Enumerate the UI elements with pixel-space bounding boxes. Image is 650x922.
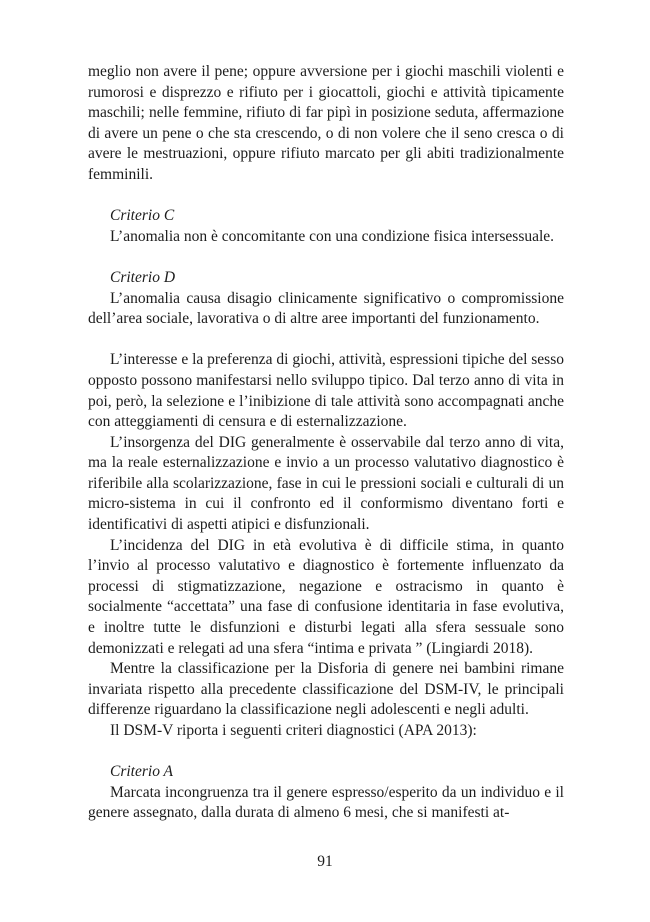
paragraph-incidenza: L’incidenza del DIG in età evolutiva è di difficile stima, in quanto l’invio al processo valutativo e diagnostico è fortemente influenzato da processi di stigmatizzazione, negazione e ostracismo in quanto è socialmente “accettata” una fase di confusione identitaria in fase evolutiva, e inoltre tutte le disfunzioni e disturbi legati alla sfera sessuale sono demonizzati e relegati ad una sfera “intima e privata ” (Lingiardi 2018). <box>88 536 564 657</box>
section-gap <box>88 247 564 268</box>
page-number: 91 <box>317 853 333 870</box>
page-body <box>88 62 564 824</box>
section-gap <box>88 186 564 207</box>
criterion-c-text: L’anomalia non è concomitante con una condizione fisica intersessuale. <box>110 227 555 245</box>
paragraph-dsm5: Il DSM-V riporta i seguenti criteri diagnostici (APA 2013): <box>110 722 477 739</box>
paragraph-classificazione: Mentre la classificazione per la Disforia di genere nei bambini rimane invariata rispetto alla precedente classificazione del DSM-IV, le principali differenze riguardano la classificazione negli adolescenti e negli adulti. <box>88 660 564 719</box>
paragraph-continuation: meglio non avere il pene; oppure avversione per i giochi maschili violenti e rumorosi e disprezzo e rifiuto per i giocattoli, giochi e attività tipicamente maschili; nelle femmine, rifiuto di far pipì in posizione seduta, affermazione di avere un pene o che sta crescendo, o di non volere che il seno cresca o di avere le mestruazioni, oppure rifiuto marcato per gli abiti tradizionalmente femminili. <box>88 63 564 183</box>
criterion-d-heading: Criterio D <box>110 268 176 286</box>
section-gap <box>88 330 564 351</box>
criterion-d-text: L’anomalia causa disagio clinicamente significativo o compromissione dell’area sociale, lavorativa o di altre aree importanti del funzionamento. <box>88 289 564 328</box>
paragraph-interesse: L’interesse e la preferenza di giochi, attività, espressioni tipiche del sesso opposto possono manifestarsi nello sviluppo tipico. Dal terzo anno di vita in poi, però, la selezione e l’inibizione di tale attività sono accompagnati anche con atteggiamenti di censura e di esternalizzazione. <box>88 351 564 431</box>
paragraph-insorgenza: L’insorgenza del DIG generalmente è osservabile dal terzo anno di vita, ma la reale esternalizzazione e invio a un processo valutativo diagnostico è riferibile alla scolarizzazione, fase in cui le pressioni sociali e culturali di un micro-sistema in cui il confronto ed il conformismo diventano forti e identificativi di aspetti atipici e disfunzionali. <box>88 433 564 534</box>
criterion-a-text: Marcata incongruenza tra il genere espresso/esperito da un individuo e il genere assegnato, dalla durata di almeno 6 mesi, che si manifesti at- <box>88 783 564 822</box>
criterion-a-heading: Criterio A <box>110 763 174 781</box>
criterion-c-heading: Criterio C <box>110 207 175 225</box>
section-gap <box>88 742 564 763</box>
